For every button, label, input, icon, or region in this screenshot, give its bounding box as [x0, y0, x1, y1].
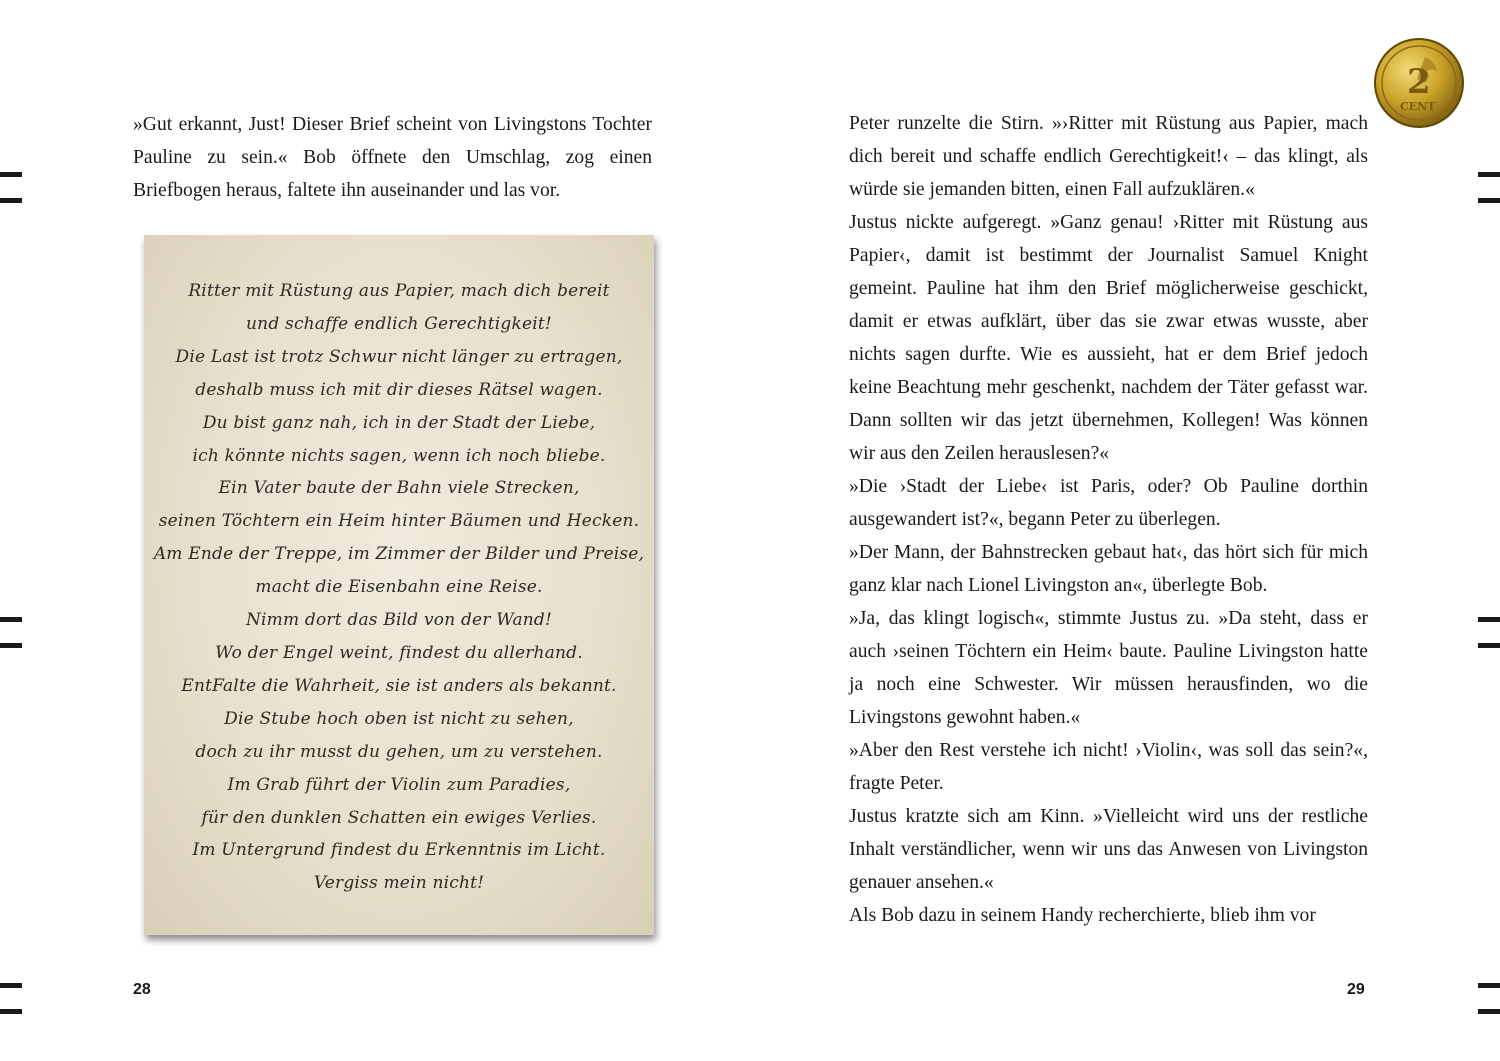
body-paragraph: »Der Mann, der Bahnstrecken gebaut hat‹, das hört sich für mich ganz klar nach Lionel Livingston an«, überlegte Bob. [849, 542, 1368, 596]
body-paragraph: Peter runzelte die Stirn. »›Ritter mit Rüstung aus Papier, mach dich bereit und schaffe endlich Gerechtigkeit!‹ – das klingt, als würde sie jemanden bitten, einen Fall aufzuklären.« [849, 113, 1368, 200]
letter-line: Vergiss mein nicht! [313, 873, 485, 894]
letter-line: seinen Töchtern ein Heim hinter Bäumen und Hecken. [158, 511, 640, 532]
letter-line: macht die Eisenbahn eine Reise. [255, 577, 543, 598]
crop-marks [1478, 983, 1500, 1035]
crop-marks [1478, 172, 1500, 224]
body-paragraph: »Ja, das klingt logisch«, stimmte Justus zu. »Da steht, dass er auch ›seinen Töchtern ein Heim‹ baute. Pauline Livingston hatte ja noch eine Schwester. Wir müssen herausfinden, wo die Livingstons gewohnt haben.« [849, 608, 1368, 728]
letter-line: ich könnte nichts sagen, wenn ich noch bliebe. [192, 445, 606, 466]
page-number: 29 [1347, 981, 1365, 998]
letter-line: Die Last ist trotz Schwur nicht länger zu ertragen, [175, 346, 623, 367]
letter-line: doch zu ihr musst du gehen, um zu verstehen. [195, 741, 603, 762]
page-number: 28 [133, 981, 151, 998]
right-body-text [849, 107, 1368, 932]
letter-line: Im Grab führt der Violin zum Paradies, [227, 774, 571, 795]
letter-line: Ein Vater baute der Bahn viele Strecken, [218, 478, 580, 499]
letter-line: Ritter mit Rüstung aus Papier, mach dich bereit [188, 281, 610, 301]
cent-coin-icon [1373, 37, 1465, 129]
body-paragraph: »Die ›Stadt der Liebe‹ ist Paris, oder? Ob Pauline dorthin ausgewandert ist?«, begann Peter zu überlegen. [849, 476, 1368, 530]
letter-line: Wo der Engel weint, findest du allerhand. [215, 642, 583, 663]
letter-line: und schaffe endlich Gerechtigkeit! [246, 313, 552, 334]
body-paragraph: »Aber den Rest verstehe ich nicht! ›Violin‹, was soll das sein?«, fragte Peter. [849, 740, 1368, 794]
letter-line: für den dunklen Schatten ein ewiges Verlies. [201, 807, 597, 828]
letter-line: Im Untergrund findest du Erkenntnis im Licht. [192, 840, 606, 861]
letter-line: Die Stube hoch oben ist nicht zu sehen, [224, 708, 574, 729]
coin-value: 2 [1407, 62, 1431, 102]
letter-image [144, 235, 654, 935]
right-page [750, 0, 1500, 1061]
body-paragraph: Justus nickte aufgeregt. »Ganz genau! ›Ritter mit Rüstung aus Papier‹, damit ist bestimmt der Journalist Samuel Knight gemeint. Pauline hat ihm den Brief möglicherweise geschickt, damit er etwas aufklärt, über das sie zwar etwas wusste, aber nichts sagen durfte. Wie es aussieht, hat er dem Brief jedoch keine Beachtung mehr geschenkt, nachdem der Täter gefasst war. Dann sollten wir das jetzt übernehmen, Kollegen! Was können wir aus den Zeilen herauslesen?« [849, 212, 1368, 464]
crop-marks [0, 983, 22, 1035]
body-paragraph: Als Bob dazu in seinem Handy recherchierte, blieb ihm vor [849, 905, 1316, 926]
crop-marks [0, 617, 22, 669]
letter-text [144, 275, 654, 900]
letter-line: EntFalte die Wahrheit, sie ist anders als bekannt. [181, 675, 617, 696]
letter-line: Nimm dort das Bild von der Wand! [245, 610, 553, 631]
body-paragraph: Justus kratzte sich am Kinn. »Vielleicht wird uns der restliche Inhalt verständlicher, wenn wir uns das Anwesen von Livingston genauer ansehen.« [849, 806, 1368, 893]
letter-line: deshalb muss ich mit dir dieses Rätsel wagen. [195, 379, 603, 400]
body-paragraph: »Gut erkannt, Just! Dieser Brief scheint von Livingstons Tochter Pauline zu sein.« Bob öffnete den Umschlag, zog einen Briefbogen heraus, faltete ihn auseinander und las vor. [133, 114, 652, 201]
crop-marks [1478, 617, 1500, 669]
letter-line: Am Ende der Treppe, im Zimmer der Bilder und Preise, [153, 544, 645, 565]
crop-marks [0, 172, 22, 224]
letter-line: Du bist ganz nah, ich in der Stadt der Liebe, [202, 412, 596, 433]
coin-label: CENT [1400, 100, 1436, 113]
